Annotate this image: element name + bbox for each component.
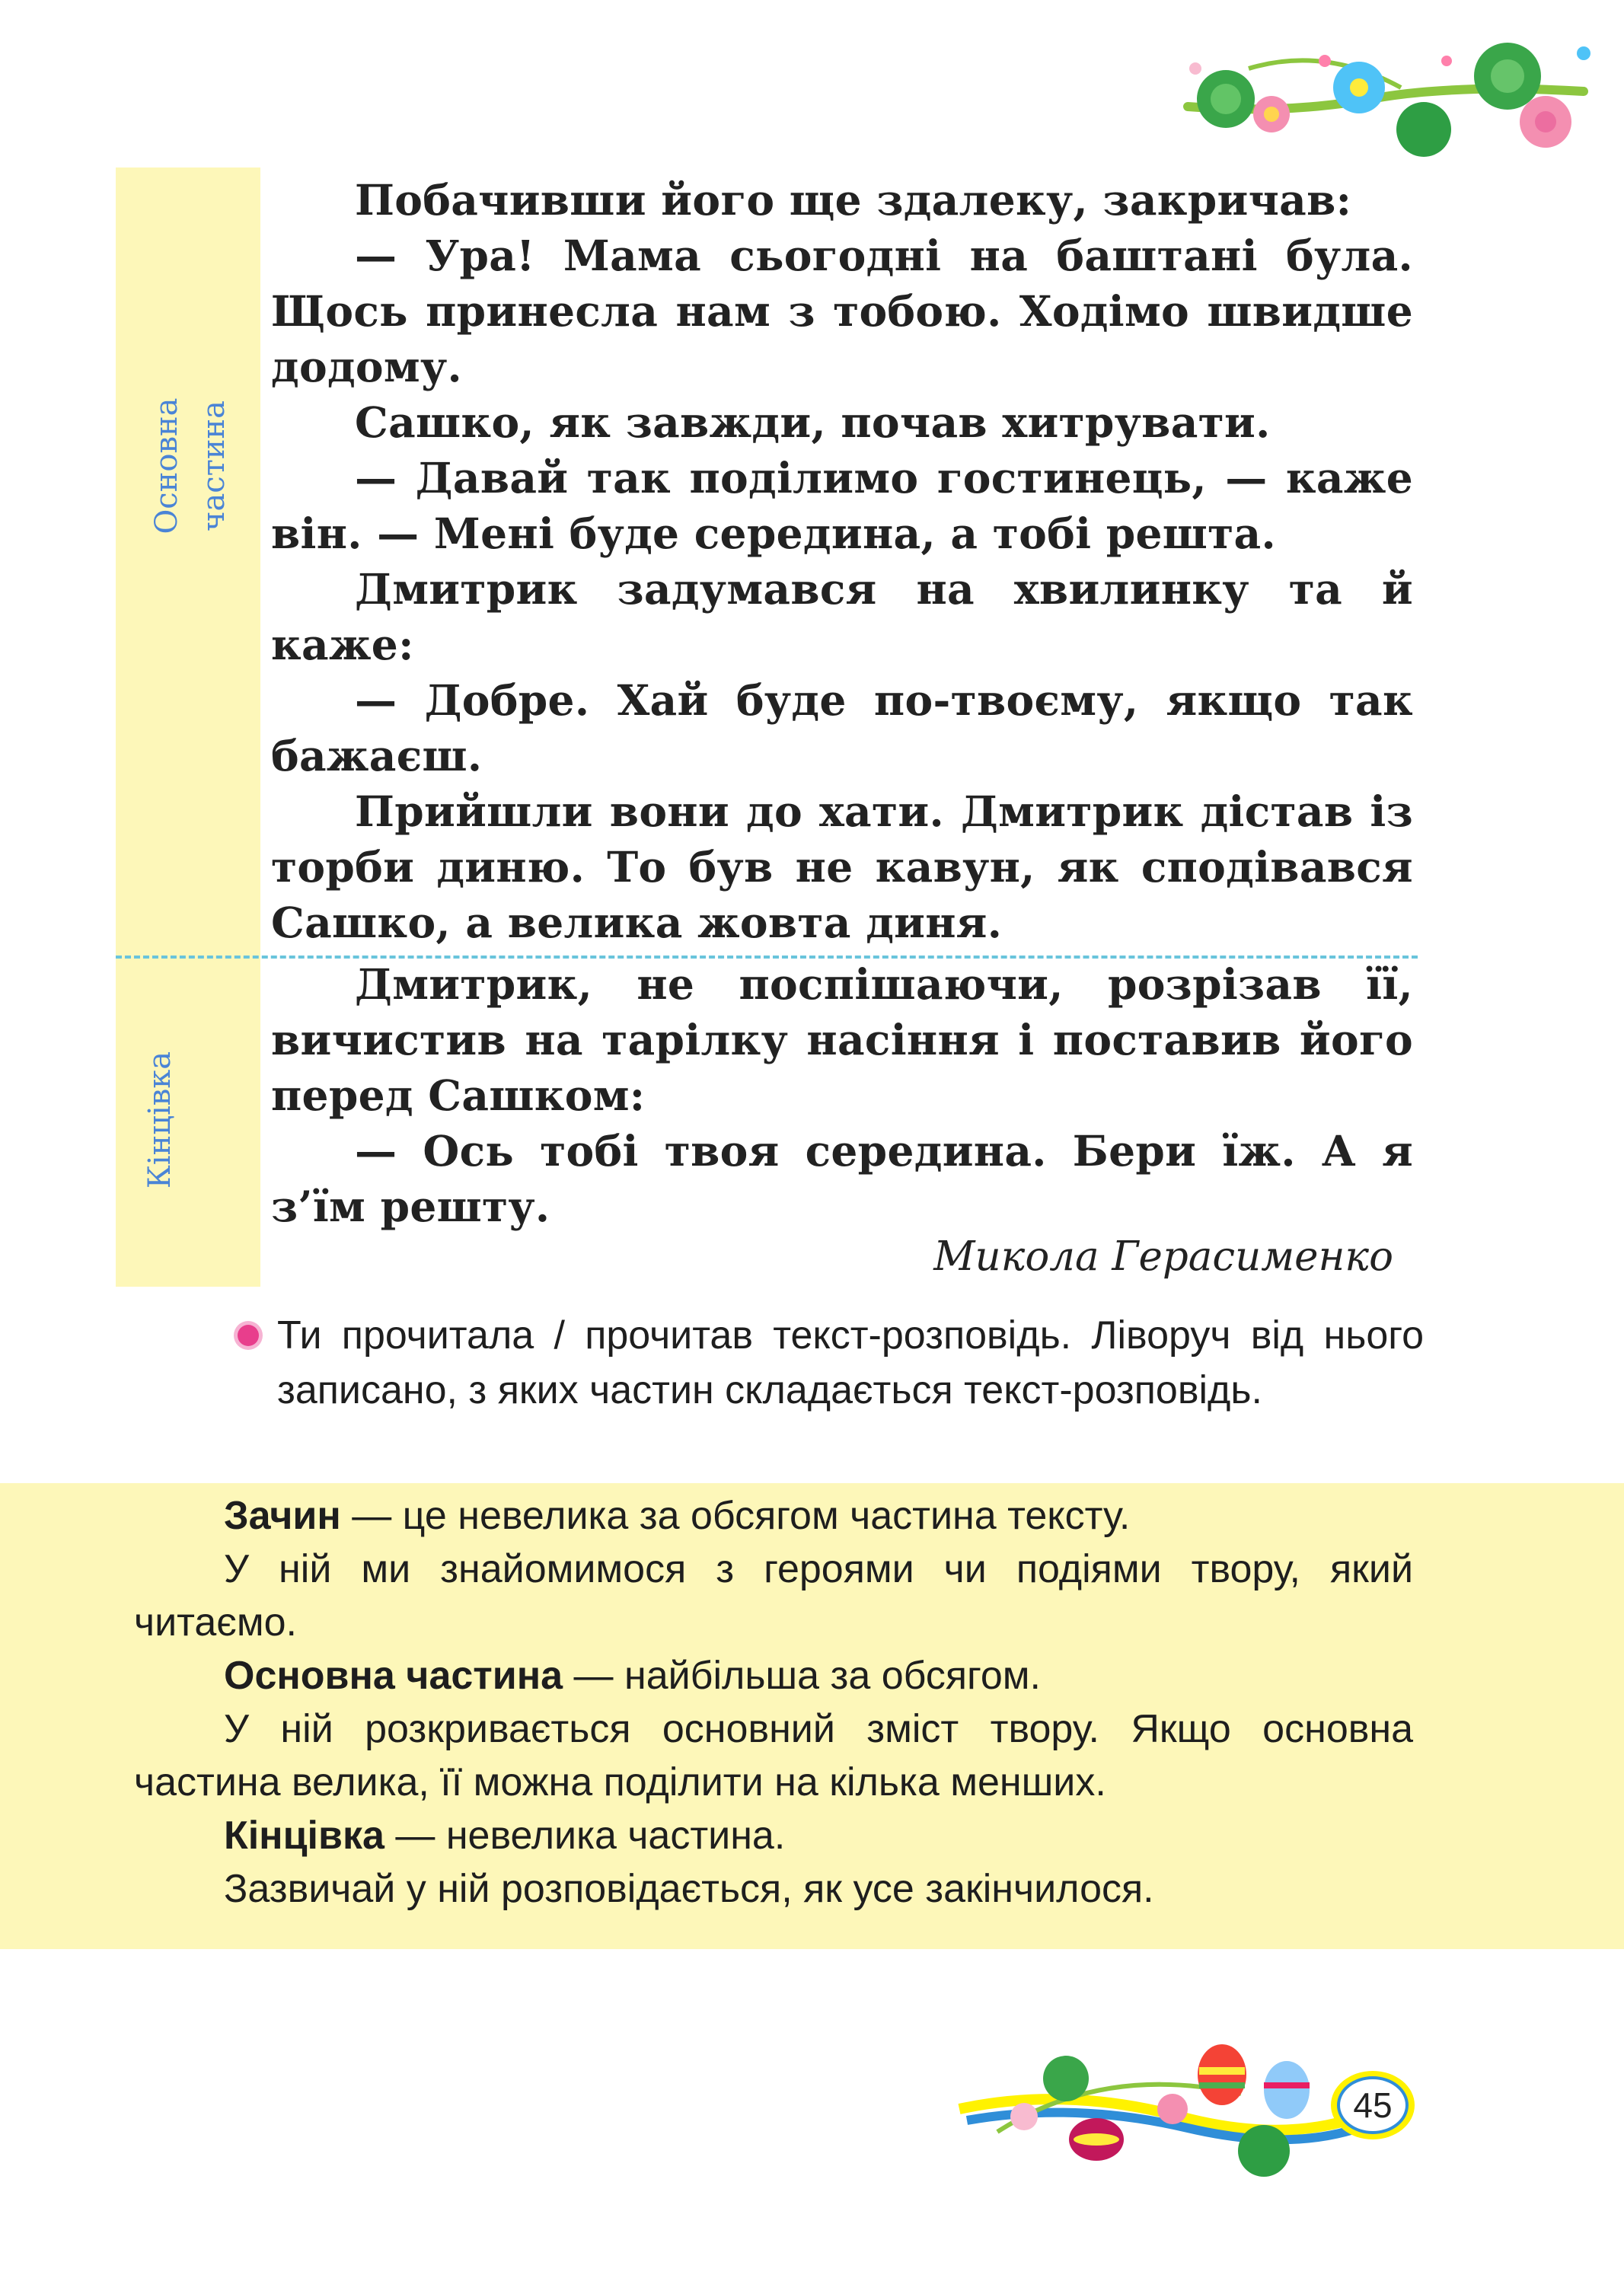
story-paragraph: Побачивши його ще здалеку, закричав: [355, 175, 1352, 225]
story-paragraph: Дмитрик, не поспішаючи, розрізав її, вичистив на тарілку насіння і поставив його перед Сашком: [271, 959, 1413, 1120]
story-paragraph: Дмитрик задумався на хвилинку та й каже: [271, 564, 1413, 669]
page-number-badge [1331, 2071, 1415, 2139]
page-number: 45 [1337, 2076, 1409, 2134]
story-paragraph: — Добре. Хай буде по-твоєму, якщо так бажаєш. [271, 675, 1413, 780]
task-text: Ти прочитала / прочитав текст-розповідь. Ліворуч від нього записано, з яких частин складається текст-розповідь. [277, 1313, 1424, 1412]
rules-text [134, 1489, 1413, 1916]
story-paragraph: Сашко, як завжди, почав хитрувати. [355, 397, 1271, 447]
rule-end-detail: Зазвичай у ній розповідається, як усе закінчилося. [224, 1867, 1154, 1911]
term-main: Основна частина [224, 1654, 563, 1698]
story-paragraph: Прийшли вони до хати. Дмитрик дістав із торби диню. То був не кавун, як сподівався Сашко, а велика жовта диня. [271, 786, 1413, 947]
story-text-main-part [271, 172, 1413, 950]
ending-label: Кінцівка [142, 1051, 177, 1189]
term-end: Кінцівка [224, 1814, 384, 1858]
main-part-label-line2: частина [196, 400, 231, 531]
story-paragraph: — Давай так поділимо гостинець, — каже він. — Мені буде середина, а тобі решта. [271, 453, 1413, 558]
rule-intro-detail: У ній ми знайомимося з героями чи подіями твору, який читаємо. [134, 1547, 1413, 1645]
story-paragraph: — Ось тобі твоя середина. Бери їж. А я з’їм решту. [271, 1126, 1413, 1231]
flower-branch-decoration [1173, 15, 1599, 175]
term-intro-definition: — це невелика за обсягом частина тексту. [340, 1494, 1131, 1538]
term-main-definition: — найбільша за обсягом. [563, 1654, 1041, 1698]
rule-main [134, 1649, 1413, 1702]
task-instruction [236, 1308, 1424, 1418]
rule-end [134, 1809, 1413, 1862]
story-author: Микола Герасименко [933, 1233, 1393, 1280]
term-end-definition: — невелика частина. [384, 1814, 786, 1858]
term-intro: Зачин [224, 1494, 341, 1538]
rule-intro [134, 1489, 1413, 1543]
rule-main-detail: У ній розкривається основний зміст твору. Якщо основна частина велика, її можна поділити на кілька менших. [134, 1707, 1413, 1804]
main-part-label [143, 367, 238, 565]
main-part-label-line1: Основна [149, 397, 184, 534]
story-paragraph: — Ура! Мама сьогодні на баштані була. Щось принесла нам з тобою. Ходімо швидше додому. [271, 231, 1413, 391]
story-text-ending [271, 956, 1413, 1234]
